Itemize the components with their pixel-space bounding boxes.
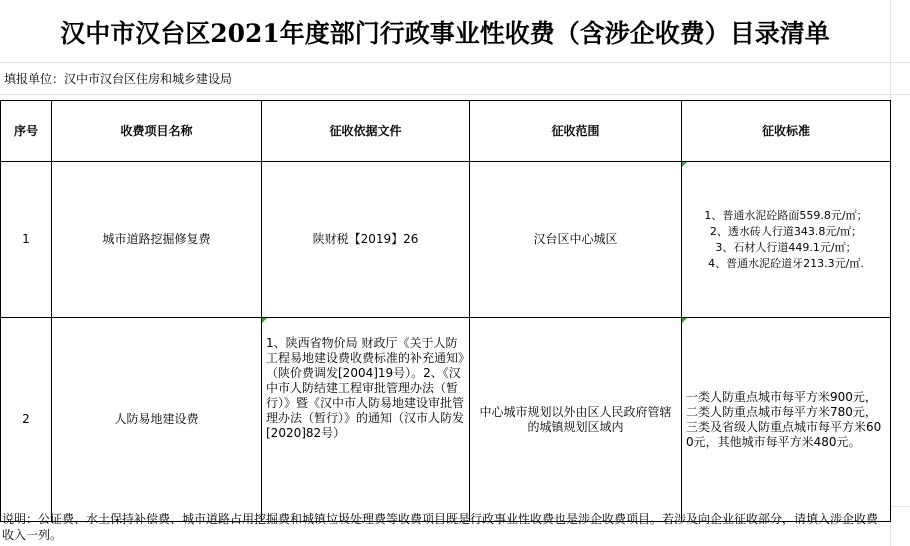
- standard-text: 1、普通水泥砼路面559.8元/㎡； 2、透水砖人行道343.8元/㎡； 3、石材人行道449.1元/㎡； 4、普通水泥砼道牙213.3元/㎡.: [704, 208, 868, 270]
- cell-name[interactable]: 城市道路挖掘修复费: [52, 162, 262, 318]
- table-header-row: [1, 101, 891, 162]
- footnote: 说明：公证费、水土保持补偿费、城市道路占用挖掘费和城镇垃圾处理费等收费项目既是行政事业性收费也是涉企收费项目。若涉及向企业征收部分，请填入涉企收费收入一列。: [2, 512, 879, 542]
- sheet-gridline: [0, 94, 910, 95]
- cell-basis[interactable]: 陕财税【2019】26: [262, 162, 470, 318]
- sheet-gridline: [0, 62, 910, 63]
- basis-text: 1、陕西省物价局 财政厅《关于人防工程易地建设费收费标准的补充通知》（陕价费调发[2004]19号）。2、《汉中市人防结建工程审批管理办法（暂行）》暨《汉中市人防易地建设审批管理办法（暂行）》的通知（汉市人防发[2020]82号）: [266, 336, 465, 440]
- table-row: [1, 318, 891, 522]
- header-standard[interactable]: 征收标准: [682, 101, 891, 162]
- header-basis[interactable]: 征收依据文件: [262, 101, 470, 162]
- table-row: [1, 162, 891, 318]
- cell-scope[interactable]: 中心城市规划以外由区人民政府管辖的城镇规划区域内: [470, 318, 682, 522]
- cell-name[interactable]: 人防易地建设费: [52, 318, 262, 522]
- header-no[interactable]: 序号: [1, 101, 52, 162]
- cell-scope[interactable]: 汉台区中心城区: [470, 162, 682, 318]
- page-title: 汉中市汉台区2021年度部门行政事业性收费（含涉企收费）目录清单: [60, 19, 830, 48]
- standard-text: 一类人防重点城市每平方米900元，二类人防重点城市每平方米780元，三类及省级人防重点城市每平方米600元，其他城市每平方米480元。: [686, 389, 882, 449]
- cell-basis[interactable]: [262, 318, 470, 522]
- cell-standard[interactable]: [682, 318, 891, 522]
- header-scope[interactable]: 征收范围: [470, 101, 682, 162]
- header-name[interactable]: 收费项目名称: [52, 101, 262, 162]
- cell-no[interactable]: 1: [1, 162, 52, 318]
- fee-table: [0, 100, 891, 522]
- cell-no[interactable]: 2: [1, 318, 52, 522]
- cell-standard[interactable]: [682, 162, 891, 318]
- reporting-unit: 填报单位：汉中市汉台区住房和城乡建设局: [4, 72, 233, 86]
